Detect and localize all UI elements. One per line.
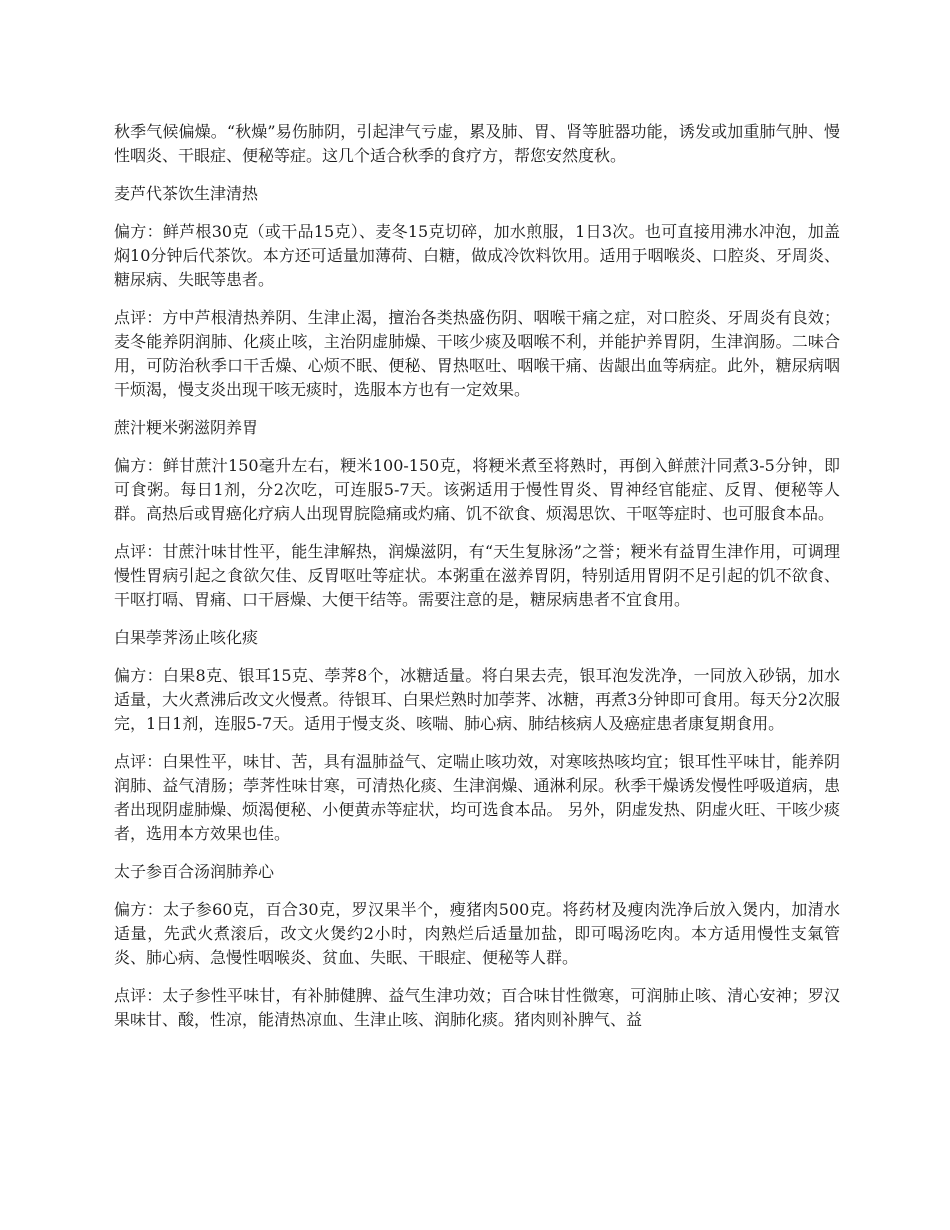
comment-paragraph: 点评：白果性平，味甘、苦，具有温肺益气、定喘止咳功效，对寒咳热咳均宜；银耳性平味甘，能养阴润肺、益气清肠；荸荠性味甘寒，可清热化痰、生津润燥、通淋利尿。秋季干燥诱发慢性呼吸道病，患者出现阴虚肺燥、烦渴便秘、小便黄赤等症状，均可选食本品。 另外，阴虚发热、阴虚火旺、干咳少痰者，选用本方效果也佳。 xyxy=(114,752,840,843)
section-title: 麦芦代茶饮生津清热 xyxy=(114,184,259,203)
recipe-paragraph: 偏方：太子参60克，百合30克，罗汉果半个，瘦猪肉500克。将药材及瘦肉洗净后放入煲内，加清水适量，先武火煮滚后，改文火煲约2小时，肉熟烂后适量加盐，即可喝汤吃肉。本方适用慢性支氣管炎、肺心病、急慢性咽喉炎、贫血、失眠、干眼症、便秘等人群。 xyxy=(114,900,840,967)
section-maidong-reed-tea xyxy=(114,182,840,402)
section-title: 白果荸荠汤止咳化痰 xyxy=(114,628,259,647)
section-pseudostellaria-lily-soup xyxy=(114,860,840,1032)
comment-paragraph: 点评：太子参性平味甘，有补肺健脾、益气生津功效；百合味甘性微寒，可润肺止咳、清心安神；罗汉果味甘、酸，性凉，能清热凉血、生津止咳、润肺化痰。猪肉则补脾气、益 xyxy=(114,986,840,1029)
section-title: 蔗汁粳米粥滋阴养胃 xyxy=(114,418,259,437)
section-sugarcane-rice-porridge xyxy=(114,416,840,612)
intro-paragraph: 秋季气候偏燥。“秋燥”易伤肺阴，引起津气亏虚，累及肺、胃、肾等脏器功能，诱发或加重肺气肿、慢性咽炎、干眼症、便秘等症。这几个适合秋季的食疗方，帮您安然度秋。 xyxy=(114,122,840,165)
comment-paragraph: 点评：方中芦根清热养阴、生津止渴，擅治各类热盛伤阴、咽喉干痛之症，对口腔炎、牙周炎有良效；麦冬能养阴润肺、化痰止咳，主治阴虚肺燥、干咳少痰及咽喉不利，并能护养胃阴，生津润肠。二味合用，可防治秋季口干舌燥、心烦不眠、便秘、胃热呕吐、咽喉干痛、齿龈出血等病症。此外，糖尿病咽干烦渴，慢支炎出现干咳无痰时，选服本方也有一定效果。 xyxy=(114,308,840,399)
article xyxy=(114,120,840,1046)
recipe-paragraph: 偏方：鲜芦根30克（或干品15克）、麦冬15克切碎，加水煎服，1日3次。也可直接用沸水冲泡，加盖焖10分钟后代茶饮。本方还可适量加薄荷、白糖，做成冷饮料饮用。适用于咽喉炎、口腔炎、牙周炎、糖尿病、失眠等患者。 xyxy=(114,222,840,289)
section-title: 太子参百合汤润肺养心 xyxy=(114,862,275,881)
section-ginkgo-water-chestnut-soup xyxy=(114,626,840,846)
recipe-paragraph: 偏方：白果8克、银耳15克、荸荠8个，冰糖适量。将白果去壳，银耳泡发洗净，一同放入砂锅，加水适量，大火煮沸后改文火慢煮。待银耳、白果烂熟时加荸荠、冰糖，再煮3分钟即可食用。每天分2次服完，1日1剂，连服5-7天。适用于慢支炎、咳喘、肺心病、肺结核病人及癌症患者康复期食用。 xyxy=(114,666,840,733)
recipe-paragraph: 偏方：鲜甘蔗汁150毫升左右，粳米100-150克，将粳米煮至将熟时，再倒入鲜蔗汁同煮3-5分钟，即可食粥。每日1剂，分2次吃，可连服5-7天。该粥适用于慢性胃炎、胃神经官能症、反胃、便秘等人群。高热后或胃癌化疗病人出现胃脘隐痛或灼痛、饥不欲食、烦渴思饮、干呕等症时、也可服食本品。 xyxy=(114,456,840,523)
comment-paragraph: 点评：甘蔗汁味甘性平，能生津解热，润燥滋阴，有“天生复脉汤”之誉；粳米有益胃生津作用，可调理慢性胃病引起之食欲欠佳、反胃呕吐等症状。本粥重在滋养胃阴，特别适用胃阴不足引起的饥不欲食、干呕打嗝、胃痛、口干唇燥、大便干结等。需要注意的是，糖尿病患者不宜食用。 xyxy=(114,542,840,609)
